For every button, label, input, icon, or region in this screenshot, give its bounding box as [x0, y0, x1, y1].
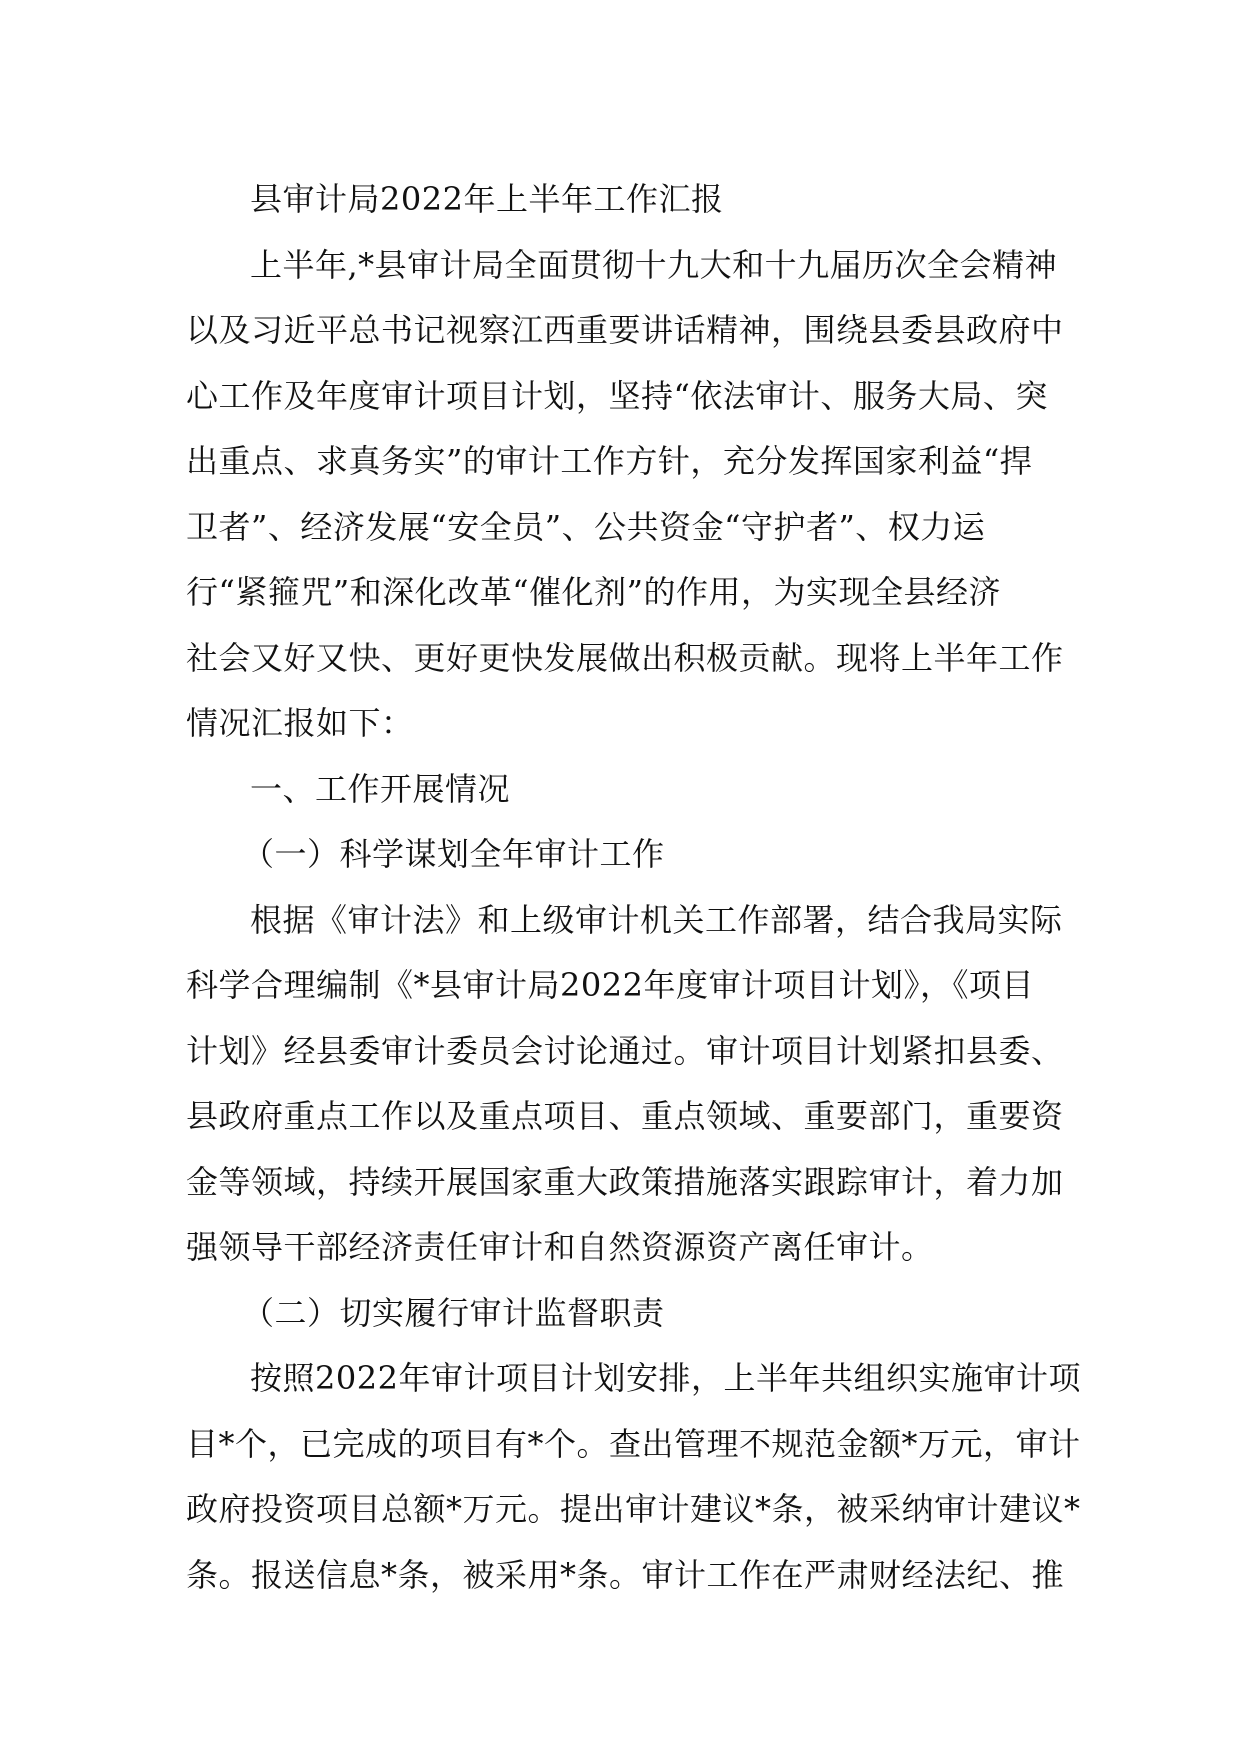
subsection-heading: （一）科学谋划全年审计工作	[242, 835, 665, 873]
paragraph-line: 社会又好又快、更好更快发展做出积极贡献。现将上半年工作	[186, 638, 1064, 677]
subsection-heading: （二）切实履行审计监督职责	[242, 1293, 665, 1332]
paragraph-line: 科学合理编制《*县审计局2022年度审计项目计划》，《项目	[186, 966, 1034, 1004]
paragraph-line: 县政府重点工作以及重点项目、重点领域、重要部门，重要资	[186, 1097, 1064, 1135]
paragraph-line: 强领导干部经济责任审计和自然资源资产离任审计。	[186, 1228, 934, 1266]
paragraph-line: 出重点、求真务实”的审计工作方针，充分发挥国家利益“捍	[186, 442, 1033, 480]
section-heading: 一、工作开展情况	[250, 769, 511, 808]
paragraph-line: 心工作及年度审计项目计划，坚持“依法审计、服务大局、突	[186, 376, 1048, 415]
paragraph-line: 金等领域，持续开展国家重大政策措施落实跟踪审计，着力加	[186, 1162, 1064, 1201]
paragraph-line: 情况汇报如下：	[186, 704, 414, 742]
paragraph-line: 目*个，已完成的项目有*个。查出管理不规范金额*万元，审计	[186, 1424, 1081, 1463]
paragraph-line: 上半年,*县审计局全面贯彻十九大和十九届历次全会精神	[250, 245, 1058, 284]
paragraph-line: 政府投资项目总额*万元。提出审计建议*条，被采纳审计建议*	[186, 1490, 1081, 1528]
paragraph-line: 卫者”、经济发展“安全员”、公共资金“守护者”、权力运	[186, 507, 986, 546]
paragraph-line: 条。报送信息*条，被采用*条。审计工作在严肃财经法纪、推	[186, 1555, 1065, 1594]
paragraph-line: 计划》经县委审计委员会讨论通过。审计项目计划紧扣县委、	[186, 1031, 1064, 1070]
paragraph-line: 行“紧箍咒”和深化改革“催化剂”的作用，为实现全县经济	[186, 573, 1001, 611]
paragraph-line: 按照2022年审计项目计划安排，上半年共组织实施审计项	[250, 1359, 1081, 1397]
document-title: 县审计局2022年上半年工作汇报	[250, 180, 724, 218]
paragraph-line: 以及习近平总书记视察江西重要讲话精神，围绕县委县政府中	[186, 311, 1064, 349]
paragraph-line: 根据《审计法》和上级审计机关工作部署，结合我局实际	[250, 900, 1063, 939]
document-body	[186, 167, 1081, 1608]
